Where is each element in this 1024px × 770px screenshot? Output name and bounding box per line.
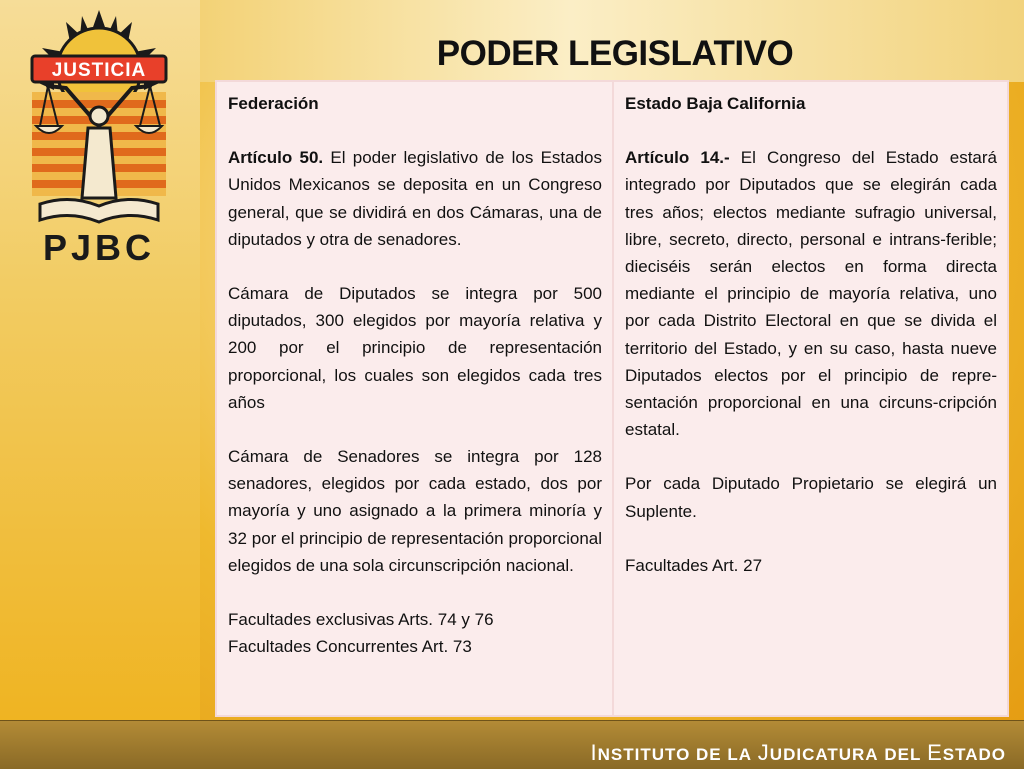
article-14-paragraph (625, 144, 997, 443)
footer-word-cap: J (757, 740, 770, 765)
footer-institute-name (590, 738, 1006, 768)
article-50-text: El poder legislativo de los Estados Unidos Mexicanos se deposita en un Congreso general, que se dividirá en dos Cámaras, una de diputados y otra de senadores. (228, 148, 603, 249)
footer-word-rest: NSTITUTO (597, 745, 691, 764)
footer-word-cap: E (927, 740, 943, 765)
article-50-label: Artículo 50. (228, 148, 324, 168)
footer-word-rest: STADO (942, 745, 1006, 764)
comparison-table (215, 80, 1009, 717)
footer-word-rest: UDICATURA (769, 745, 879, 764)
suplente-paragraph: Por cada Diputado Propietario se elegirá un Suplente. (625, 474, 997, 521)
federacion-column (216, 81, 613, 716)
facultades-art-27-line: Facultades Art. 27 (625, 555, 763, 575)
article-14-label: Artículo 14.- (625, 148, 730, 168)
facultades-concurrentes-line: Facultades Concurrentes Art. 73 (228, 637, 472, 657)
table-row (216, 81, 1008, 716)
footer-word: DEL (884, 745, 922, 764)
article-14-text: El Congreso del Estado estará integrado por Diputados que se elegirán cada tres años; electos mediante sufragio universal, libre, secreto, directo, personal e intrans-ferible; dieciséis serán electos en forma directa mediante el principio de mayoría relativa, uno por cada Distrito Electoral en que se divida el territorio del Estado, y en su caso, hasta nueve Diputados electos por el principio de repre-sentación proporcional en una circuns-cripción estatal. (625, 148, 997, 440)
footer-word: LA (727, 745, 753, 764)
camara-senadores-paragraph: Cámara de Senadores se integra por 128 senadores, elegidos por cada estado, dos por mayoría y uno asignado a la primera minoría y 32 por el principio de representación proporcional elegidos de una sola circunscripción nacional. (228, 447, 603, 575)
logo-banner-text: JUSTICIA (51, 60, 147, 81)
baja-california-column (613, 81, 1008, 716)
facultades-exclusivas-line: Facultades exclusivas Arts. 74 y 76 (228, 610, 494, 630)
footer-word-cap: I (590, 740, 598, 765)
column-header-baja-california: Estado Baja California (625, 94, 806, 113)
camara-diputados-paragraph: Cámara de Diputados se integra por 500 diputados, 300 elegidos por mayoría relativa y 200 por el principio de representación proporcional, los cuales son elegidos cada tres años (228, 284, 603, 412)
article-50-paragraph (228, 144, 602, 253)
slide-title: PODER LEGISLATIVO (436, 34, 794, 73)
footer-word: DE (696, 745, 722, 764)
column-header-federacion: Federación (228, 94, 319, 113)
logo-wordmark: PJBC (42, 227, 156, 268)
pjbc-logo (18, 8, 180, 270)
